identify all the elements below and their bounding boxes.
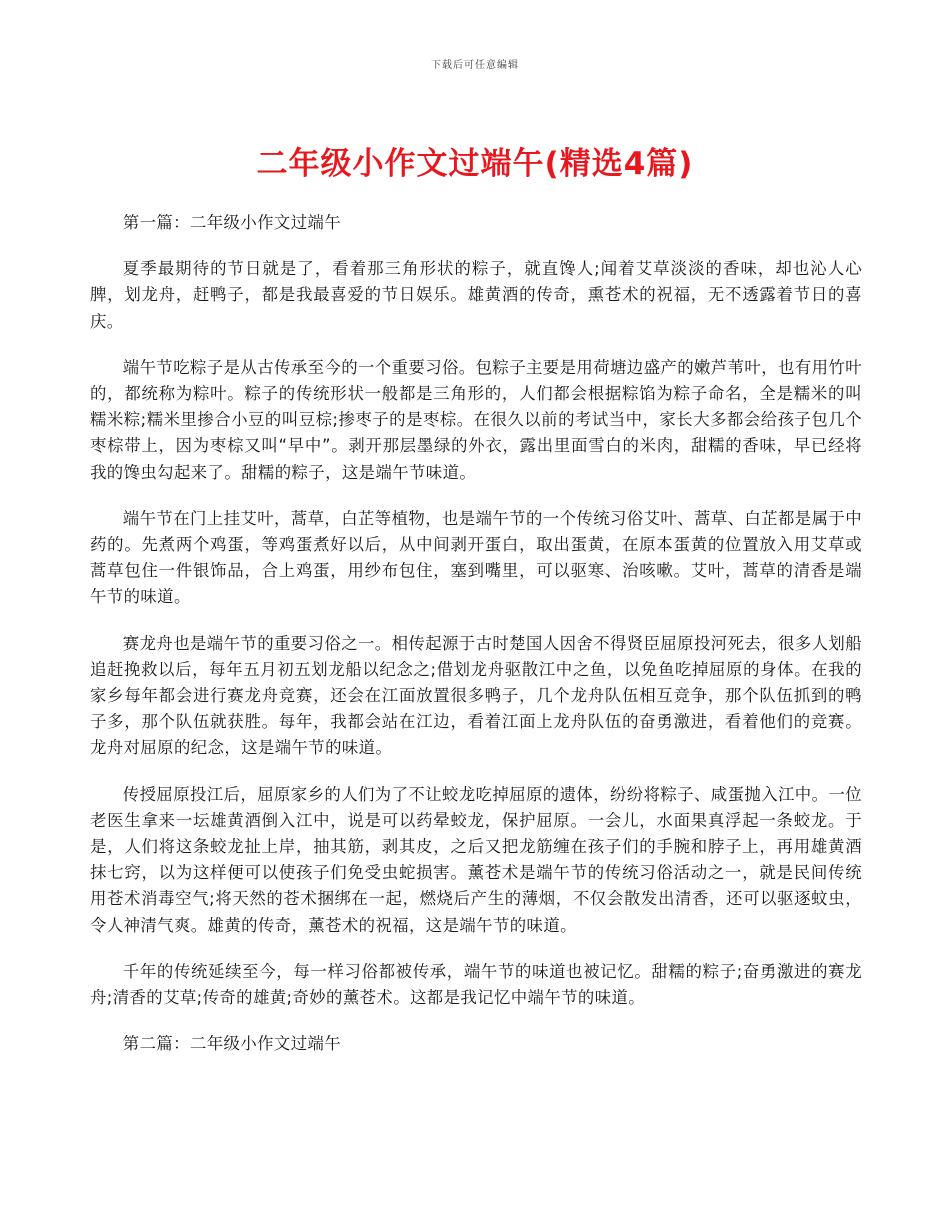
paragraph-5: 传授屈原投江后，屈原家乡的人们为了不让蛟龙吃掉屈原的遗体，纷纷将粽子、咸蛋抛入江中。一位老医生拿来一坛雄黄酒倒入江中，说是可以药晕蛟龙，保护屈原。一会儿，水面果真浮起一条蛟龙。于是，人们将这条蛟龙扯上岸，抽其筋，剥其皮，之后又把龙筋缠在孩子们的手腕和脖子上，再用雄黄酒抹七窍，以为这样便可以使孩子们免受虫蛇损害。薰苍术是端午节的传统习俗活动之一，就是民间传统用苍术消毒空气;将天然的苍术捆绑在一起，燃烧后产生的薄烟，不仅会散发出清香，还可以驱逐蚊虫，令人神清气爽。雄黄的传奇，薰苍术的祝福，这是端午节的味道。	[90, 784, 862, 935]
paragraph-2: 端午节吃粽子是从古传承至今的一个重要习俗。包粽子主要是用荷塘边盛产的嫩芦苇叶，也有用竹叶的，都统称为粽叶。粽子的传统形状一般都是三角形的，人们都会根据粽馅为粽子命名，全是糯米的叫糯米粽;糯米里掺合小豆的叫豆棕;掺枣子的是枣棕。在很久以前的考试当中，家长大多都会给孩子包几个枣棕带上，因为枣棕又叫“早中”。剥开那层墨绿的外衣，露出里面雪白的米肉，甜糯的香味，早已经将我的馋虫勾起来了。甜糯的粽子，这是端午节味道。	[90, 357, 862, 482]
section-heading-2: 第二篇：二年级小作文过端午	[122, 1034, 342, 1054]
section-heading-1: 第一篇：二年级小作文过端午	[122, 213, 342, 232]
header-note: 下载后可任意编辑	[431, 60, 519, 71]
paragraph-3: 端午节在门上挂艾叶，蒿草，白芷等植物，也是端午节的一个传统习俗艾叶、蒿草、白芷都是属于中药的。先煮两个鸡蛋，等鸡蛋煮好以后，从中间剥开蛋白，取出蛋黄，在原本蛋黄的位置放入用艾草或蒿草包住一件银饰品，合上鸡蛋，用纱布包住，塞到嘴里，可以驱寒、治咳嗽。艾叶，蒿草的清香是端午节的味道。	[90, 508, 862, 607]
document-body	[90, 210, 862, 1077]
paragraph-1: 夏季最期待的节日就是了，看着那三角形状的粽子，就直馋人;闻着艾草淡淡的香味，却也沁人心脾，划龙舟，赶鸭子，都是我最喜爱的节日娱乐。雄黄酒的传奇，熏苍术的祝福，无不透露着节日的喜庆。	[90, 259, 862, 331]
paragraph-4: 赛龙舟也是端午节的重要习俗之一。相传起源于古时楚国人因舍不得贤臣屈原投河死去，很多人划船追赶挽救以后，每年五月初五划龙船以纪念之;借划龙舟驱散江中之鱼，以免鱼吃掉屈原的身体。在我的家乡每年都会进行赛龙舟竞赛，还会在江面放置很多鸭子，几个龙舟队伍相互竞争，那个队伍抓到的鸭子多，那个队伍就获胜。每年，我都会站在江边，看着江面上龙舟队伍的奋勇激进，看着他们的竞赛。龙舟对屈原的纪念，这是端午节的味道。	[90, 633, 862, 758]
document-title: 二年级小作文过端午(精选4篇)	[256, 146, 694, 182]
paragraph-6: 千年的传统延续至今，每一样习俗都被传承，端午节的味道也被记忆。甜糯的粽子;奋勇激进的赛龙舟;清香的艾草;传奇的雄黄;奇妙的薰苍术。这都是我记忆中端午节的味道。	[90, 961, 862, 1008]
